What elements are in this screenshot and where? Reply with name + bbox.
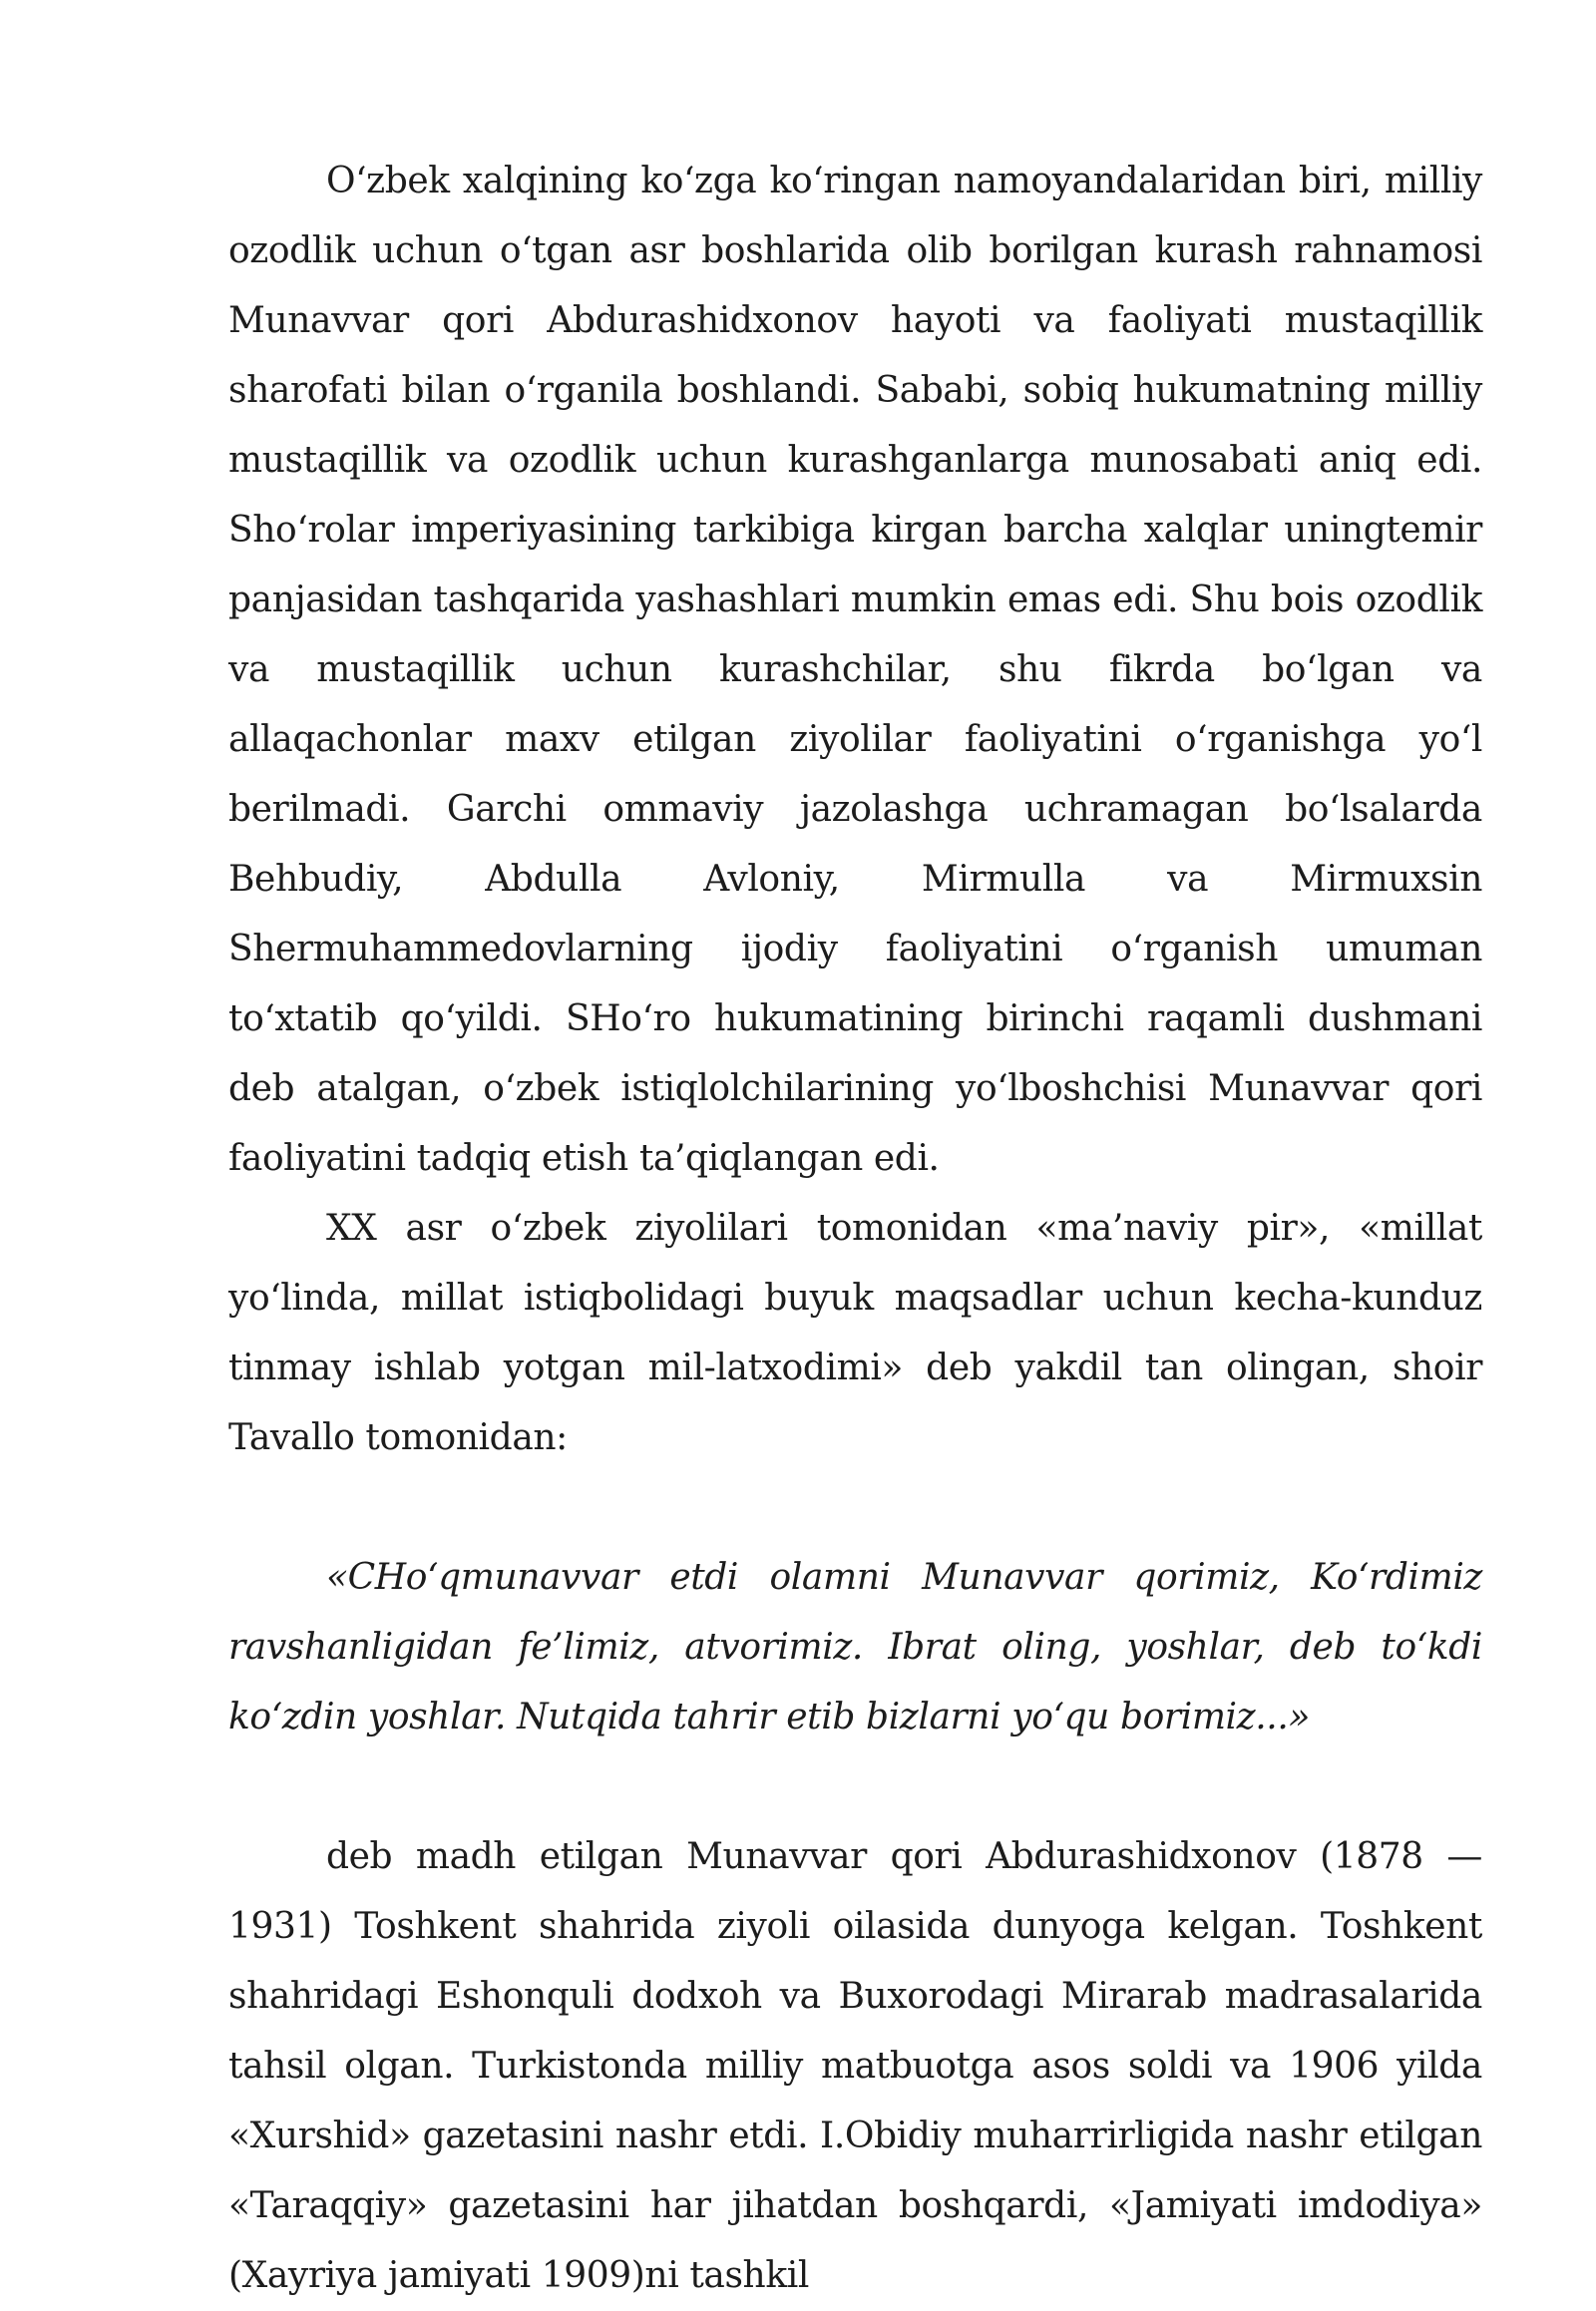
spacer [228,1752,1482,1822]
document-page [228,147,1482,2311]
spacer [228,1473,1482,1543]
poem-quote: «CHo‘qmunavvar etdi olamni Munavvar qorimiz, Ko‘rdimiz ravshanligidan fe’limiz, atvorimiz. Ibrat oling, yoshlar, deb to‘kdi ko‘zdin yoshlar. Nutqida tahrir etib bizlarni yo‘qu borimiz...» [228,1557,1482,1737]
body-paragraph-1: O‘zbek xalqining ko‘zga ko‘ringan namoyandalaridan biri, milliy ozodlik uchun o‘tgan asr boshlarida olib borilgan kurash rahnamosi Munavvar qori Abdurashidxonov hayoti va faoliyati mustaqillik sharofati bilan o‘rganila boshlandi. Sababi, sobiq hukumatning milliy mustaqillik va ozodlik uchun kurashganlarga munosabati aniq edi. Sho‘rolar imperiyasining tarkibiga kirgan barcha xalqlar uningtemir panjasidan tashqarida yashashlari mumkin emas edi. Shu bois ozodlik va mustaqillik uchun kurashchilar, shu fikrda bo‘lgan va allaqachonlar maxv etilgan ziyolilar faoliyatini o‘rganishga yo‘l berilmadi. Garchi ommaviy jazolashga uchramagan bo‘lsalarda Behbudiy, Abdulla Avloniy, Mirmulla va Mirmuxsin Shermuhammedovlarning ijodiy faoliyatini o‘rganish umuman to‘xtatib qo‘yildi. SHo‘ro hukumatining birinchi raqamli dushmani deb atalgan, o‘zbek istiqlolchilarining yo‘lboshchisi Munavvar qori faoliyatini tadqiq etish ta’qiqlangan edi. [228,161,1482,1179]
body-paragraph-2: XX asr o‘zbek ziyolilari tomonidan «ma’naviy pir», «millat yo‘linda, millat istiqbolidagi buyuk maqsadlar uchun kecha-kunduz tinmay ishlab yotgan mil-latxodimi» deb yakdil tan olingan, shoir Tavallo tomonidan: [228,1208,1482,1458]
body-paragraph-3: deb madh etilgan Munavvar qori Abdurashidxonov (1878 — 1931) Toshkent shahrida ziyoli oilasida dunyoga kelgan. Toshkent shahridagi Eshonquli dodxoh va Buxorodagi Mirarab madrasalarida tahsil olgan. Turkistonda milliy matbuotga asos soldi va 1906 yilda «Xurshid» gazetasini nashr etdi. I.Obidiy muharrirligida nashr etilgan «Taraqqiy» gazetasini har jihatdan boshqardi, «Jamiyati imdodiya» (Xayriya jamiyati 1909)ni tashkil [228,1836,1482,2296]
